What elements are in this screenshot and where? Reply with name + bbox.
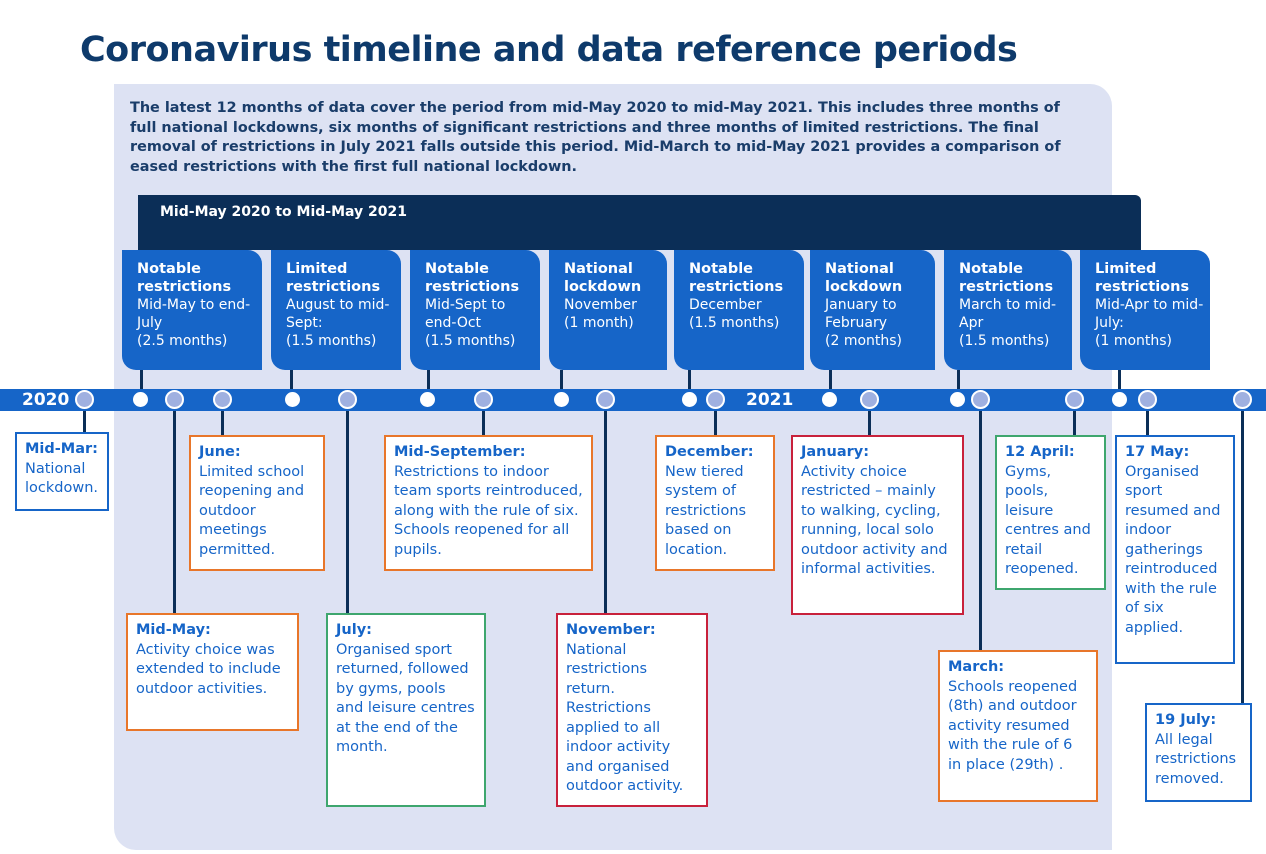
- event-heading: 19 July:: [1155, 712, 1217, 728]
- year-label-2021: 2021: [746, 390, 794, 410]
- event-heading: March:: [948, 659, 1005, 675]
- event-body: New tiered system of restrictions based on location.: [665, 463, 747, 558]
- period-duration: (1 month): [564, 315, 634, 331]
- event-heading: Mid-September:: [394, 444, 526, 460]
- event-heading: June:: [199, 444, 241, 460]
- period-duration: (1 months): [1095, 333, 1173, 349]
- period-2: [271, 250, 401, 370]
- event-march: [938, 650, 1098, 802]
- timeline-dot: [948, 390, 967, 409]
- event-january: [791, 435, 964, 615]
- event-mid-september: [384, 435, 593, 571]
- timeline-dot: [283, 390, 302, 409]
- page-title: Coronavirus timeline and data reference periods: [80, 30, 1018, 70]
- event-body: Restrictions to indoor team sports reintroduced, along with the rule of six. Schools reopened for all pupils.: [394, 463, 583, 558]
- event-19-july: [1145, 703, 1252, 802]
- event-17-may: [1115, 435, 1235, 664]
- period-title: National lockdown: [564, 261, 642, 295]
- timeline-dot: [1110, 390, 1129, 409]
- event-body: National restrictions return. Restrictions applied to all indoor activity and organised outdoor activity.: [566, 641, 684, 794]
- intro-text: The latest 12 months of data cover the period from mid-May 2020 to mid-May 2021. This includes three months of full national lockdowns, six months of significant restrictions and three months of limited restrictions. The final removal of restrictions in July 2021 falls outside this period. Mid-March to mid-May 2021 provides a comparison of eased restrictions with the first full national lockdown.: [130, 100, 1061, 175]
- timeline-dot: [706, 390, 725, 409]
- event-body: All legal restrictions removed.: [1155, 731, 1237, 787]
- period-7: [944, 250, 1072, 370]
- period-duration: (1.5 months): [689, 315, 780, 331]
- timeline-dot: [165, 390, 184, 409]
- timeline-dot: [1065, 390, 1084, 409]
- event-heading: January:: [801, 444, 870, 460]
- event-heading: 17 May:: [1125, 444, 1190, 460]
- event-heading: Mid-Mar:: [25, 441, 98, 457]
- event-july: [326, 613, 486, 807]
- timeline-dot: [680, 390, 699, 409]
- period-range: December: [689, 297, 762, 313]
- event-body: Schools reopened (8th) and outdoor activity resumed with the rule of 6 in place (29th) .: [948, 678, 1078, 773]
- period-duration: (2.5 months): [137, 333, 228, 349]
- timeline-dot: [213, 390, 232, 409]
- event-december: [655, 435, 775, 571]
- event-heading: Mid-May:: [136, 622, 211, 638]
- timeline-dot: [474, 390, 493, 409]
- event-heading: November:: [566, 622, 656, 638]
- timeline-dot: [820, 390, 839, 409]
- period-range: Mid-Sept to end-Oct: [425, 297, 506, 331]
- period-range: August to mid-Sept:: [286, 297, 390, 331]
- year-label-2020: 2020: [22, 390, 70, 410]
- timeline-dot: [552, 390, 571, 409]
- event-tick: [979, 405, 982, 650]
- period-duration: (1.5 months): [959, 333, 1050, 349]
- event-tick: [346, 405, 349, 615]
- event-heading: 12 April:: [1005, 444, 1075, 460]
- event-june: [189, 435, 325, 571]
- period-title: Limited restrictions: [286, 261, 381, 295]
- timeline-dot: [1233, 390, 1252, 409]
- period-3: [410, 250, 540, 370]
- period-range: November: [564, 297, 637, 313]
- period-range: March to mid-Apr: [959, 297, 1057, 331]
- event-tick: [604, 405, 607, 615]
- event-body: Limited school reopening and outdoor meetings permitted.: [199, 463, 305, 558]
- period-title: National lockdown: [825, 261, 903, 295]
- event-heading: December:: [665, 444, 754, 460]
- event-tick: [1241, 405, 1244, 705]
- timeline-dot: [131, 390, 150, 409]
- period-duration: (2 months): [825, 333, 903, 349]
- event-tick: [173, 405, 176, 615]
- event-body: Gyms, pools, leisure centres and retail reopened.: [1005, 463, 1091, 577]
- period-range: January to February: [825, 297, 897, 331]
- reference-period-label: Mid-May 2020 to Mid-May 2021: [160, 204, 408, 220]
- timeline-dot: [596, 390, 615, 409]
- period-range: Mid-Apr to mid-July:: [1095, 297, 1204, 331]
- timeline-dot: [418, 390, 437, 409]
- event-12-april: [995, 435, 1106, 590]
- event-body: Organised sport returned, followed by gyms, pools and leisure centres at the end of the month.: [336, 641, 475, 755]
- event-body: Activity choice was extended to include outdoor activities.: [136, 641, 281, 697]
- period-title: Notable restrictions: [959, 261, 1054, 295]
- event-mid-may: [126, 613, 299, 731]
- timeline-dot: [75, 390, 94, 409]
- event-body: National lockdown.: [25, 460, 99, 496]
- timeline-dot: [971, 390, 990, 409]
- period-title: Notable restrictions: [137, 261, 232, 295]
- period-range: Mid-May to end-July: [137, 297, 251, 331]
- period-4: [549, 250, 667, 370]
- period-title: Notable restrictions: [689, 261, 784, 295]
- timeline-dot: [1138, 390, 1157, 409]
- period-8: [1080, 250, 1210, 370]
- event-november: [556, 613, 708, 807]
- period-1: [122, 250, 262, 370]
- period-duration: (1.5 months): [286, 333, 377, 349]
- event-heading: July:: [336, 622, 372, 638]
- period-6: [810, 250, 935, 370]
- event-mid-mar: [15, 432, 109, 511]
- period-duration: (1.5 months): [425, 333, 516, 349]
- event-body: Organised sport resumed and indoor gatherings reintroduced with the rule of six applied.: [1125, 463, 1221, 636]
- timeline-dot: [338, 390, 357, 409]
- event-body: Activity choice restricted – mainly to walking, cycling, running, local solo outdoor activity and informal activities.: [801, 463, 948, 577]
- period-title: Notable restrictions: [425, 261, 520, 295]
- period-title: Limited restrictions: [1095, 261, 1190, 295]
- timeline-dot: [860, 390, 879, 409]
- period-5: [674, 250, 804, 370]
